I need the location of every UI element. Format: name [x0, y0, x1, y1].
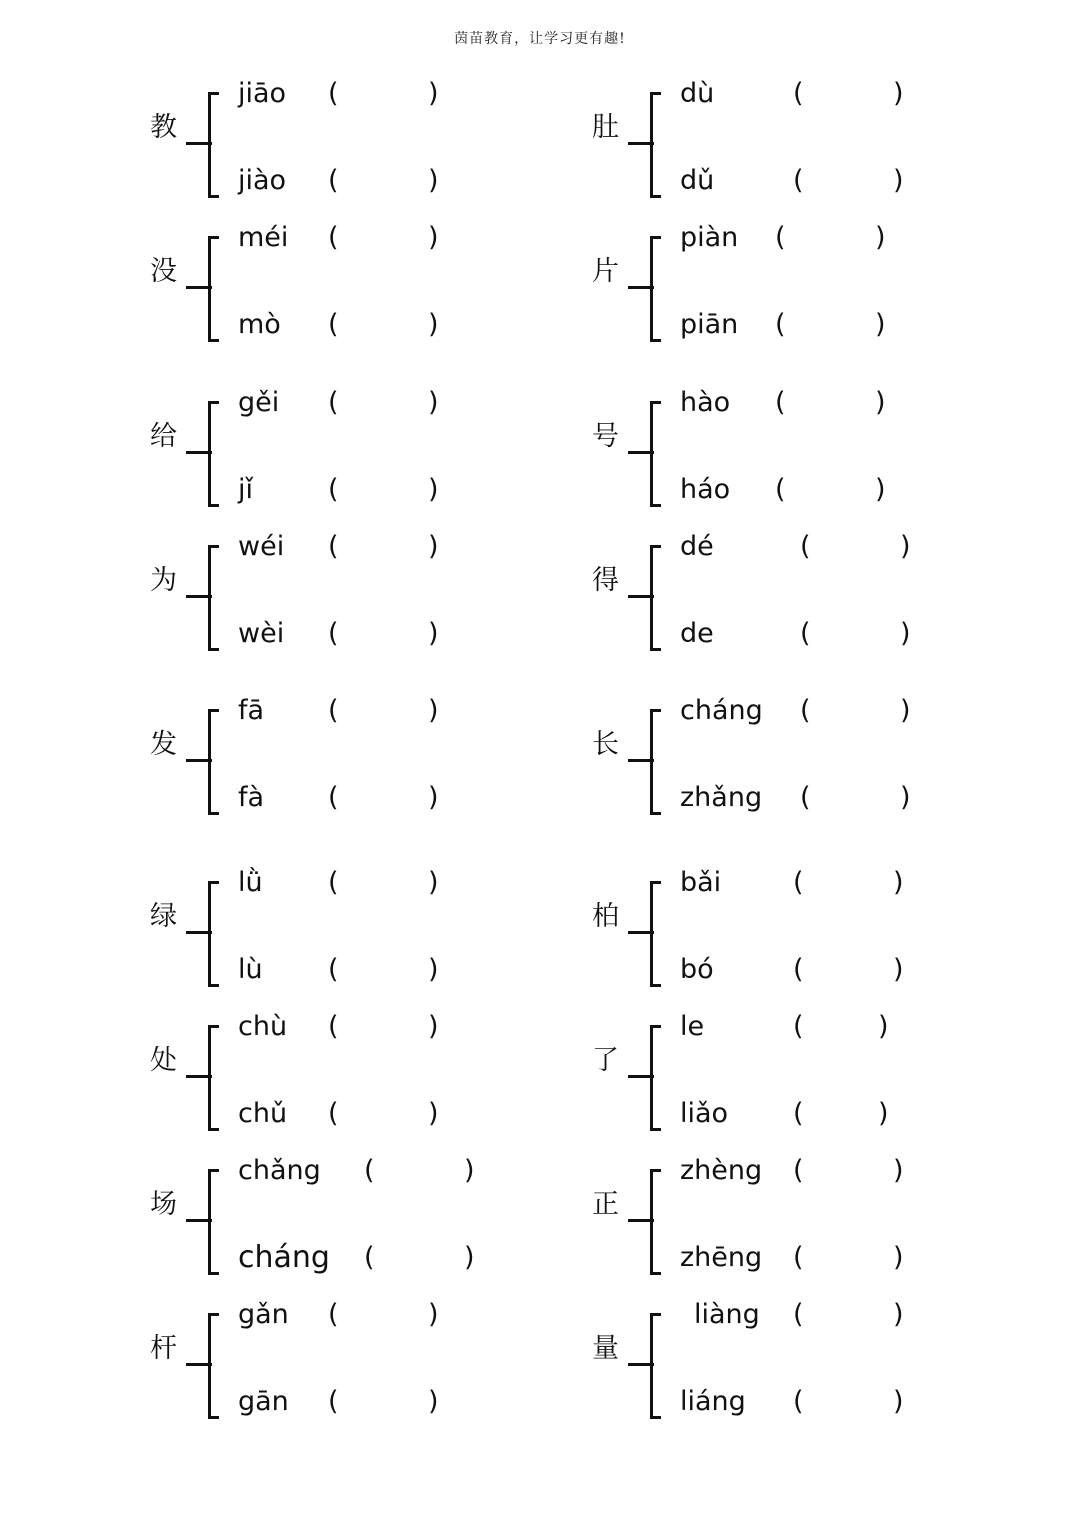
answer-blank-close[interactable]: )	[900, 618, 911, 649]
bracket	[208, 92, 219, 198]
answer-blank-open[interactable]: (	[328, 309, 339, 340]
reading-row	[238, 1009, 538, 1045]
answer-blank-open[interactable]: (	[793, 1011, 804, 1042]
answer-blank-open[interactable]: (	[328, 1386, 339, 1417]
pinyin: hào	[680, 387, 731, 418]
answer-blank-close[interactable]: )	[900, 782, 911, 813]
bracket	[650, 709, 661, 815]
answer-blank-open[interactable]: (	[800, 695, 811, 726]
answer-blank-close[interactable]: )	[893, 78, 904, 109]
pinyin: chù	[238, 1011, 288, 1042]
polyphone-group-mei	[150, 222, 530, 356]
character: 没	[150, 256, 177, 287]
pinyin: dǔ	[680, 165, 715, 196]
bracket	[208, 1169, 219, 1275]
reading-row	[238, 1096, 538, 1132]
reading-row	[680, 780, 980, 816]
pinyin: cháng	[238, 1240, 330, 1275]
answer-blank-open[interactable]: (	[364, 1155, 375, 1186]
answer-blank-open[interactable]: (	[328, 1098, 339, 1129]
reading-row	[238, 616, 538, 652]
answer-blank-open[interactable]: (	[364, 1242, 375, 1273]
polyphone-group-chang-zhang	[592, 695, 972, 829]
bracket	[650, 401, 661, 507]
bracket	[208, 1025, 219, 1131]
answer-blank-close[interactable]: )	[875, 387, 886, 418]
pinyin: jǐ	[238, 474, 254, 505]
character: 处	[150, 1045, 177, 1076]
answer-blank-open[interactable]: (	[328, 1299, 339, 1330]
reading-row	[680, 163, 980, 199]
polyphone-group-du	[592, 78, 972, 212]
pinyin: gǎn	[238, 1299, 289, 1330]
answer-blank-open[interactable]: (	[800, 618, 811, 649]
reading-row	[680, 220, 980, 256]
answer-blank-open[interactable]: (	[793, 1242, 804, 1273]
answer-blank-open[interactable]: (	[793, 1155, 804, 1186]
answer-blank-open[interactable]: (	[775, 387, 786, 418]
answer-blank-open[interactable]: (	[800, 782, 811, 813]
answer-blank-open[interactable]: (	[328, 387, 339, 418]
answer-blank-close[interactable]: )	[428, 222, 439, 253]
answer-blank-open[interactable]: (	[775, 309, 786, 340]
answer-blank-close[interactable]: )	[893, 1155, 904, 1186]
answer-blank-open[interactable]: (	[793, 1299, 804, 1330]
answer-blank-open[interactable]: (	[775, 474, 786, 505]
pinyin: lǜ	[238, 867, 263, 898]
answer-blank-open[interactable]: (	[793, 1386, 804, 1417]
answer-blank-close[interactable]: )	[464, 1242, 475, 1273]
answer-blank-close[interactable]: )	[428, 165, 439, 196]
answer-blank-close[interactable]: )	[900, 531, 911, 562]
answer-blank-close[interactable]: )	[428, 618, 439, 649]
bracket	[650, 881, 661, 987]
answer-blank-close[interactable]: )	[428, 954, 439, 985]
answer-blank-open[interactable]: (	[793, 954, 804, 985]
pinyin: fà	[238, 782, 265, 813]
answer-blank-open[interactable]: (	[328, 474, 339, 505]
pinyin: wéi	[238, 531, 285, 562]
bracket	[208, 881, 219, 987]
reading-row	[680, 865, 980, 901]
reading-row	[680, 472, 980, 508]
pinyin: dù	[680, 78, 715, 109]
answer-blank-open[interactable]: (	[328, 222, 339, 253]
answer-blank-open[interactable]: (	[328, 618, 339, 649]
answer-blank-close[interactable]: )	[428, 531, 439, 562]
answer-blank-close[interactable]: )	[893, 1299, 904, 1330]
reading-row	[238, 472, 538, 508]
answer-blank-close[interactable]: )	[893, 867, 904, 898]
answer-blank-close[interactable]: )	[428, 474, 439, 505]
answer-blank-open[interactable]: (	[793, 1098, 804, 1129]
reading-row	[680, 1240, 980, 1276]
pinyin: liàng	[694, 1299, 760, 1330]
bracket	[650, 1025, 661, 1131]
polyphone-group-le	[592, 1011, 972, 1145]
pinyin: dé	[680, 531, 714, 562]
polyphone-group-pian	[592, 222, 972, 356]
reading-row	[238, 163, 538, 199]
pinyin: gěi	[238, 387, 280, 418]
page-header: 茵苗教育，让学习更有趣!	[454, 31, 626, 47]
character: 量	[592, 1333, 619, 1364]
answer-blank-open[interactable]: (	[793, 78, 804, 109]
character: 得	[592, 565, 619, 596]
reading-row	[238, 1153, 538, 1189]
reading-row	[238, 307, 538, 343]
pinyin: zhèng	[680, 1155, 763, 1186]
answer-blank-open[interactable]: (	[328, 695, 339, 726]
answer-blank-close[interactable]: )	[875, 474, 886, 505]
reading-row	[680, 1009, 980, 1045]
pinyin: zhǎng	[680, 782, 763, 813]
character: 发	[150, 729, 177, 760]
bracket	[650, 1169, 661, 1275]
polyphone-group-lv	[150, 867, 530, 1001]
pinyin: bǎi	[680, 867, 722, 898]
pinyin: jiào	[238, 165, 287, 196]
answer-blank-close[interactable]: )	[428, 1386, 439, 1417]
answer-blank-open[interactable]: (	[328, 867, 339, 898]
pinyin: chǎng	[238, 1155, 321, 1186]
character: 号	[592, 421, 619, 452]
answer-blank-close[interactable]: )	[428, 1299, 439, 1330]
character: 场	[150, 1189, 177, 1220]
answer-blank-close[interactable]: )	[893, 1386, 904, 1417]
character: 教	[150, 112, 177, 143]
answer-blank-close[interactable]: )	[428, 309, 439, 340]
pinyin: lù	[238, 954, 263, 985]
polyphone-group-chu	[150, 1011, 530, 1145]
answer-blank-close[interactable]: )	[428, 695, 439, 726]
reading-row	[680, 385, 980, 421]
reading-row	[238, 1297, 538, 1333]
pinyin: chǔ	[238, 1098, 288, 1129]
bracket	[650, 92, 661, 198]
answer-blank-close[interactable]: )	[893, 1242, 904, 1273]
pinyin: zhēng	[680, 1242, 763, 1273]
answer-blank-close[interactable]: )	[464, 1155, 475, 1186]
reading-row	[238, 1240, 538, 1276]
character: 正	[592, 1189, 619, 1220]
pinyin: wèi	[238, 618, 285, 649]
answer-blank-close[interactable]: )	[428, 782, 439, 813]
answer-blank-close[interactable]: )	[900, 695, 911, 726]
reading-row	[680, 76, 980, 112]
pinyin: gān	[238, 1386, 289, 1417]
reading-row	[680, 952, 980, 988]
pinyin: de	[680, 618, 714, 649]
reading-row	[680, 616, 980, 652]
pinyin: háo	[680, 474, 731, 505]
pinyin: mò	[238, 309, 281, 340]
answer-blank-open[interactable]: (	[793, 165, 804, 196]
answer-blank-close[interactable]: )	[878, 1011, 889, 1042]
reading-row	[238, 76, 538, 112]
reading-row	[680, 529, 980, 565]
answer-blank-open[interactable]: (	[328, 78, 339, 109]
character: 绿	[150, 901, 177, 932]
polyphone-group-de	[592, 531, 972, 665]
reading-row	[238, 529, 538, 565]
answer-blank-close[interactable]: )	[428, 867, 439, 898]
pinyin: méi	[238, 222, 289, 253]
reading-row	[238, 693, 538, 729]
answer-blank-close[interactable]: )	[878, 1098, 889, 1129]
answer-blank-open[interactable]: (	[793, 867, 804, 898]
character: 了	[592, 1045, 619, 1076]
polyphone-group-zheng	[592, 1155, 972, 1289]
answer-blank-close[interactable]: )	[428, 1011, 439, 1042]
pinyin: liǎo	[680, 1098, 729, 1129]
answer-blank-close[interactable]: )	[428, 387, 439, 418]
answer-blank-open[interactable]: (	[328, 531, 339, 562]
bracket	[208, 236, 219, 342]
polyphone-group-fa	[150, 695, 530, 829]
pinyin: piān	[680, 309, 739, 340]
reading-row	[680, 1153, 980, 1189]
answer-blank-open[interactable]: (	[328, 954, 339, 985]
answer-blank-close[interactable]: )	[875, 309, 886, 340]
pinyin: fā	[238, 695, 265, 726]
reading-row	[680, 1096, 980, 1132]
reading-row	[238, 865, 538, 901]
answer-blank-open[interactable]: (	[800, 531, 811, 562]
pinyin: liáng	[680, 1386, 746, 1417]
polyphone-group-gei	[150, 387, 530, 521]
answer-blank-close[interactable]: )	[893, 165, 904, 196]
reading-row	[238, 780, 538, 816]
bracket	[208, 545, 219, 651]
reading-row	[238, 1384, 538, 1420]
reading-row	[680, 1297, 980, 1333]
character: 肚	[592, 112, 619, 143]
polyphone-group-chang	[150, 1155, 530, 1289]
pinyin: bó	[680, 954, 714, 985]
polyphone-group-jiao	[150, 78, 530, 212]
polyphone-group-liang	[592, 1299, 972, 1433]
character: 长	[592, 729, 619, 760]
answer-blank-open[interactable]: (	[775, 222, 786, 253]
reading-row	[680, 693, 980, 729]
bracket	[208, 1313, 219, 1419]
answer-blank-close[interactable]: )	[428, 1098, 439, 1129]
polyphone-group-wei	[150, 531, 530, 665]
polyphone-group-gan	[150, 1299, 530, 1433]
bracket	[208, 709, 219, 815]
pinyin: cháng	[680, 695, 763, 726]
reading-row	[238, 385, 538, 421]
polyphone-group-bai	[592, 867, 972, 1001]
reading-row	[680, 307, 980, 343]
reading-row	[238, 220, 538, 256]
pinyin: le	[680, 1011, 705, 1042]
bracket	[650, 545, 661, 651]
pinyin: piàn	[680, 222, 739, 253]
pinyin: jiāo	[238, 78, 287, 109]
bracket	[650, 236, 661, 342]
bracket	[650, 1313, 661, 1419]
answer-blank-close[interactable]: )	[875, 222, 886, 253]
polyphone-group-hao	[592, 387, 972, 521]
character: 为	[150, 565, 177, 596]
reading-row	[238, 952, 538, 988]
character: 给	[150, 421, 177, 452]
character: 柏	[592, 901, 619, 932]
answer-blank-open[interactable]: (	[328, 1011, 339, 1042]
character: 杆	[150, 1333, 177, 1364]
answer-blank-close[interactable]: )	[428, 78, 439, 109]
answer-blank-open[interactable]: (	[328, 782, 339, 813]
answer-blank-open[interactable]: (	[328, 165, 339, 196]
reading-row	[680, 1384, 980, 1420]
character: 片	[592, 256, 619, 287]
bracket	[208, 401, 219, 507]
answer-blank-close[interactable]: )	[893, 954, 904, 985]
